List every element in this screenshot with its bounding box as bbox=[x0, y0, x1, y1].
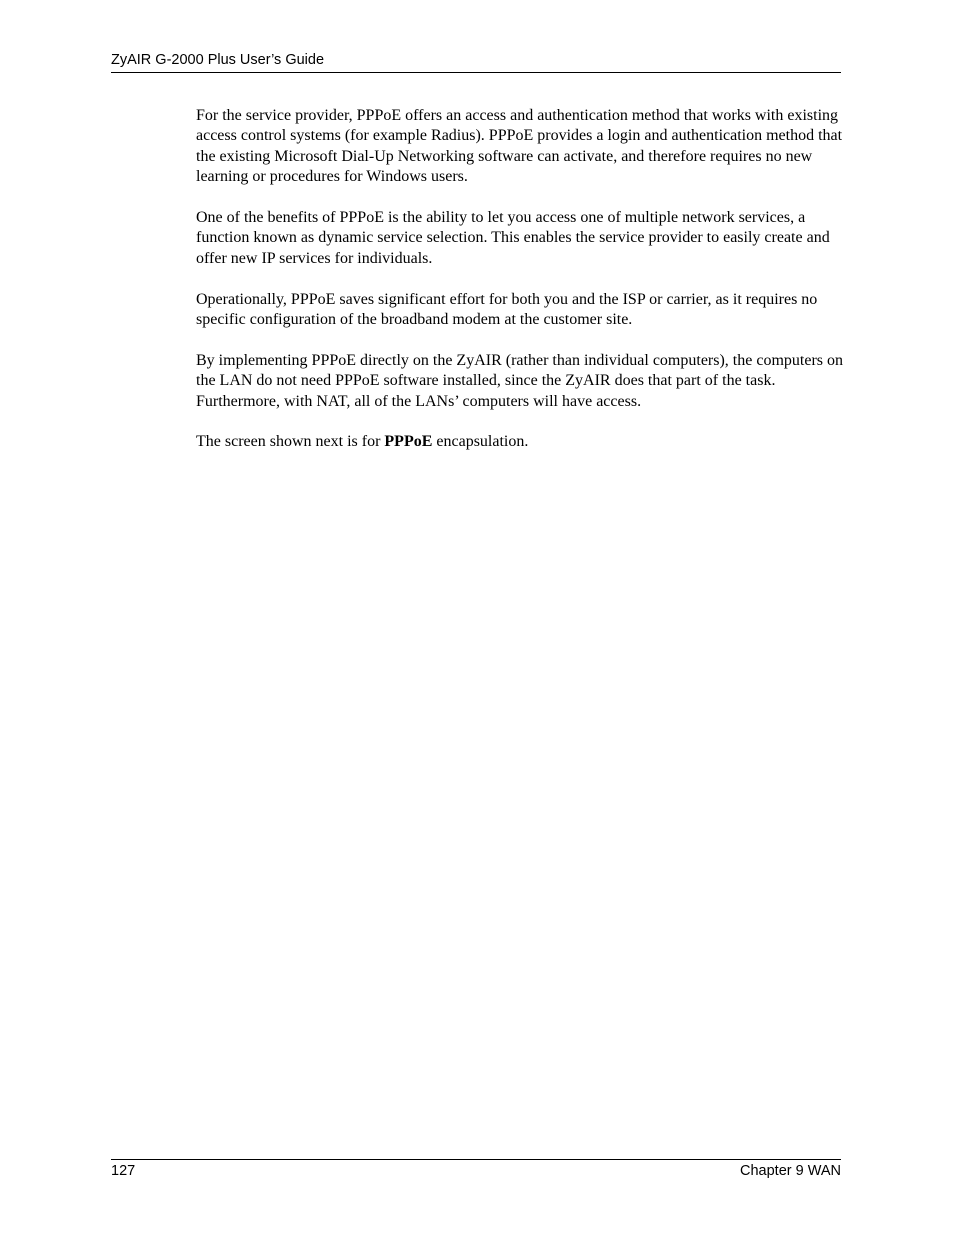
page-footer bbox=[111, 1159, 841, 1179]
paragraph-screen-shown bbox=[196, 432, 846, 452]
page-header bbox=[111, 50, 841, 73]
encapsulation-text: encapsulation. bbox=[432, 433, 529, 451]
paragraph-benefits: One of the benefits of PPPoE is the ability to let you access one of multiple network services, a function known as dynamic service selection. This enables the service provider to easily create and offer new IP services for individuals. bbox=[196, 209, 830, 267]
screen-shown-text: The screen shown next is for bbox=[196, 433, 385, 451]
paragraph-service-provider: For the service provider, PPPoE offers an access and authentication method that works with existing access control systems (for example Radius). PPPoE provides a login and authentication method that the existing Microsoft Dial-Up Networking software can activate, and therefore requires no new learning or procedures for Windows users. bbox=[196, 107, 843, 186]
chapter-label: Chapter 9 WAN bbox=[740, 1163, 841, 1179]
guide-title: ZyAIR G-2000 Plus User’s Guide bbox=[111, 52, 325, 68]
pppoe-bold-term: PPPoE bbox=[384, 433, 433, 451]
paragraph-implementing: By implementing PPPoE directly on the ZyAIR (rather than individual computers), the computers on the LAN do not need PPPoE software installed, since the ZyAIR does that part of the task. Furthermore, with NAT, all of the LANs’ computers will have access. bbox=[196, 351, 843, 410]
body-text bbox=[196, 106, 846, 473]
paragraph-operationally: Operationally, PPPoE saves significant effort for both you and the ISP or carrier, as it requires no specific configuration of the broadband modem at the customer site. bbox=[196, 290, 818, 329]
page-number: 127 bbox=[111, 1163, 136, 1179]
